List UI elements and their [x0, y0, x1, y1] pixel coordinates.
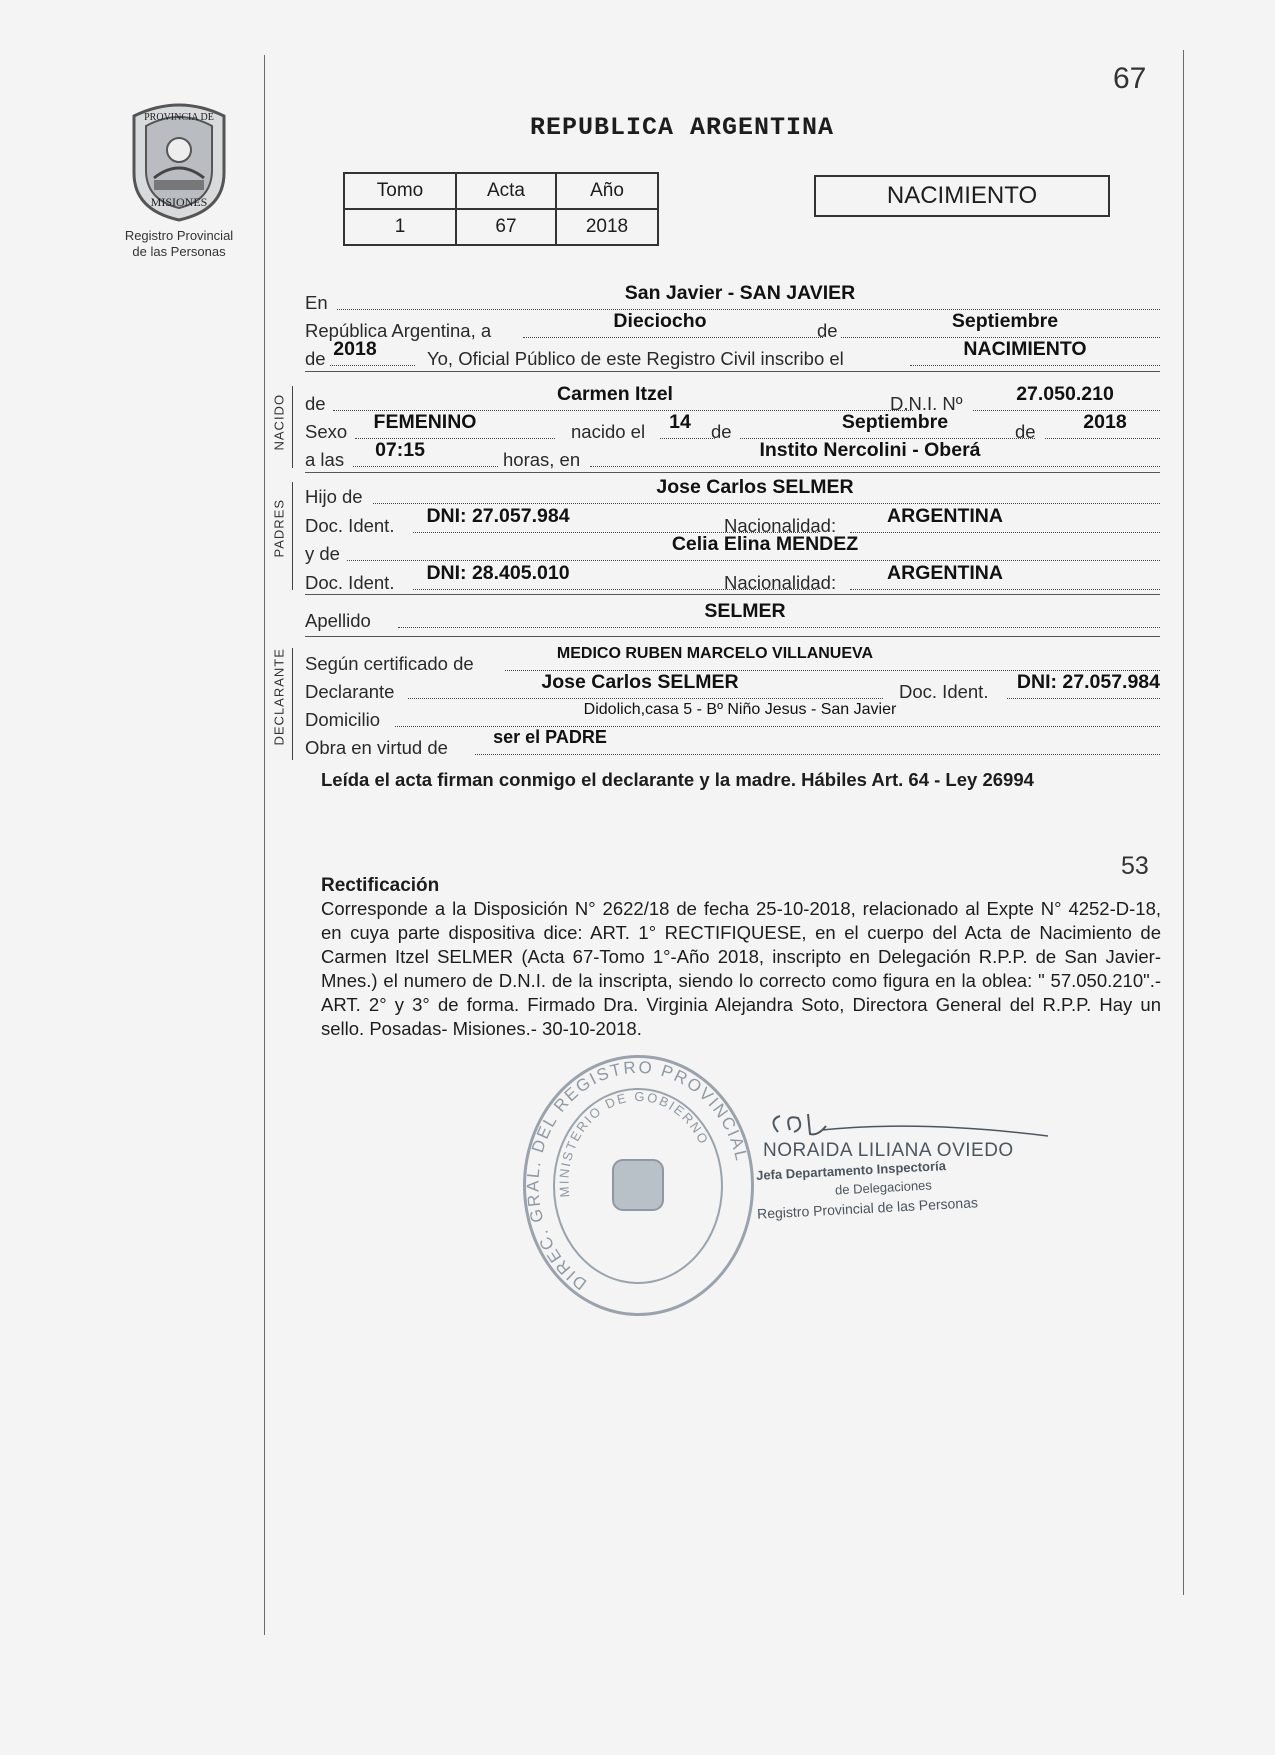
y-de-label: y de [305, 543, 340, 564]
nacido-side-label: NACIDO [271, 393, 287, 451]
stamp-inner-text: MINISTERIO DE GOBIERNO [556, 1088, 712, 1198]
row-hora [305, 439, 1160, 473]
record-type-box: NACIMIENTO [814, 175, 1110, 217]
padre-nac-label: Nacionalidad: [724, 515, 837, 536]
padre-doc: DNI: 27.057.984 [426, 505, 570, 527]
dni-label: D.N.I. Nº [890, 393, 963, 414]
certificado-label: Según certificado de [305, 653, 474, 674]
month: Septiembre [951, 310, 1059, 332]
de4-label: de [1015, 421, 1036, 442]
en-value: San Javier - SAN JAVIER [624, 282, 856, 304]
decl-doc-label: Doc. Ident. [899, 681, 989, 702]
signature-title-line3: Registro Provincial de las Personas [756, 1194, 979, 1222]
acta-value: 67 [456, 209, 556, 245]
rectificacion-title: Rectificación [321, 875, 440, 896]
acta-header: Acta [456, 173, 556, 209]
tomo-value: 1 [344, 209, 456, 245]
padre-nac: ARGENTINA [887, 505, 1003, 527]
row-madre-doc [305, 562, 1160, 596]
year: 2018 [333, 338, 377, 360]
left-margin-line [264, 55, 265, 1635]
en-label: En [305, 292, 328, 313]
anio-header: Año [556, 173, 658, 209]
yo-text: Yo, Oficial Público de este Registro Civil inscribo el [427, 348, 844, 369]
nac-dia: 14 [669, 411, 691, 433]
apellido: SELMER [704, 600, 786, 622]
tomo-header: Tomo [344, 173, 456, 209]
row-apellido [305, 600, 1160, 634]
row-obra [305, 727, 1160, 761]
nacido-de-label: de [305, 393, 326, 414]
inscribo-value: NACIMIENTO [963, 338, 1087, 360]
padre: Jose Carlos SELMER [656, 476, 854, 498]
logo-caption-line2: de las Personas [132, 244, 226, 259]
tomo-acta-table [343, 172, 659, 246]
apellido-label: Apellido [305, 610, 371, 631]
nac-anio: 2018 [1083, 411, 1127, 433]
rectificacion-body: Corresponde a la Disposición N° 2622/18 de fecha 25-10-2018, relacionado al Expte N° 4252-D-18, en cuya parte dispositiva dice: ART. 1° RECTIFIQUESE, en el cuerpo del Acta de Nacimiento de Carmen Itzel SELMER (Acta 67-Tomo 1°-Año 2018, inscripto en Delegación R.P.P. de San Javier-Mnes.) el numero de D.N.I. de la inscripta, siendo lo correcto como figura en la oblea: " 57.050.210".- ART. 2° y 3° de forma. Firmado Dra. Virginia Alejandra Soto, Directora General del R.P.P. Hay un sello. Posadas- Misiones.- 30-10-2018. [321, 898, 1161, 1039]
sexo-label: Sexo [305, 421, 348, 442]
logo-arc-text: PROVINCIA DE [144, 112, 214, 123]
padre-doc-label: Doc. Ident. [305, 515, 395, 536]
nacido-el-label: nacido el [571, 421, 646, 442]
closing-note: Leída el acta firman conmigo el declarante y la madre. Hábiles Art. 64 - Ley 26994 [321, 769, 1034, 790]
declarante-side-label: DECLARANTE [271, 648, 287, 746]
right-margin-line [1183, 50, 1184, 1595]
hora: 07:15 [375, 439, 425, 461]
row-year [305, 338, 1160, 372]
madre-doc: DNI: 28.405.010 [426, 562, 570, 584]
domicilio: Didolich,casa 5 - Bº Niño Jesus - San Javier [583, 701, 897, 718]
signature-title-line2: de Delegaciones [834, 1177, 933, 1198]
province-seal-icon [104, 98, 254, 223]
padres-side-label: PADRES [271, 499, 287, 558]
signature-name: NORAIDA LILIANA OVIEDO [763, 1140, 1014, 1161]
certificado: MEDICO RUBEN MARCELO VILLANUEVA [556, 645, 874, 662]
lugar: Instito Nercolini - Oberá [759, 439, 981, 461]
decl-doc: DNI: 27.057.984 [1016, 671, 1160, 693]
declarante: Jose Carlos SELMER [541, 671, 739, 693]
stamp-text-ring [523, 1055, 754, 1316]
de-label: de [817, 320, 838, 341]
nac-mes: Septiembre [841, 411, 949, 433]
anio-value: 2018 [556, 209, 658, 245]
madre-doc-label: Doc. Ident. [305, 572, 395, 593]
rectificacion-number: 53 [1121, 852, 1149, 880]
logo-caption-line1: Registro Provincial [124, 228, 234, 243]
day-words: Dieciocho [613, 310, 707, 332]
stamp-emblem-icon [613, 1160, 663, 1210]
signature-title-line1: Jefa Departamento Inspectoría [755, 1158, 947, 1183]
madre-nac: ARGENTINA [887, 562, 1003, 584]
page-number: 67 [1113, 62, 1147, 95]
declarante-label: Declarante [305, 681, 395, 702]
sexo: FEMENINO [373, 411, 477, 433]
horas-en-label: horas, en [503, 449, 581, 470]
madre-nac-label: Nacionalidad: [724, 572, 837, 593]
de2-label: de [305, 348, 326, 369]
province-logo [104, 98, 254, 259]
nombre: Carmen Itzel [557, 383, 673, 405]
madre: Celia Elina MENDEZ [671, 533, 859, 555]
obra: ser el PADRE [493, 727, 607, 747]
hijo-de-label: Hijo de [305, 486, 363, 507]
logo-bottom-text: MISIONES [150, 195, 208, 209]
dni: 27.050.210 [1016, 383, 1114, 405]
row-domicilio [305, 701, 1160, 733]
republica-label: República Argentina, a [305, 320, 492, 341]
document-title: REPUBLICA ARGENTINA [530, 113, 835, 142]
stamp-outer-text: DIREC. GRAL. DEL REGISTRO PROVINCIAL [523, 1057, 752, 1294]
domicilio-label: Domicilio [305, 709, 381, 730]
de3-label: de [711, 421, 732, 442]
a-las-label: a las [305, 449, 345, 470]
obra-label: Obra en virtud de [305, 737, 448, 758]
